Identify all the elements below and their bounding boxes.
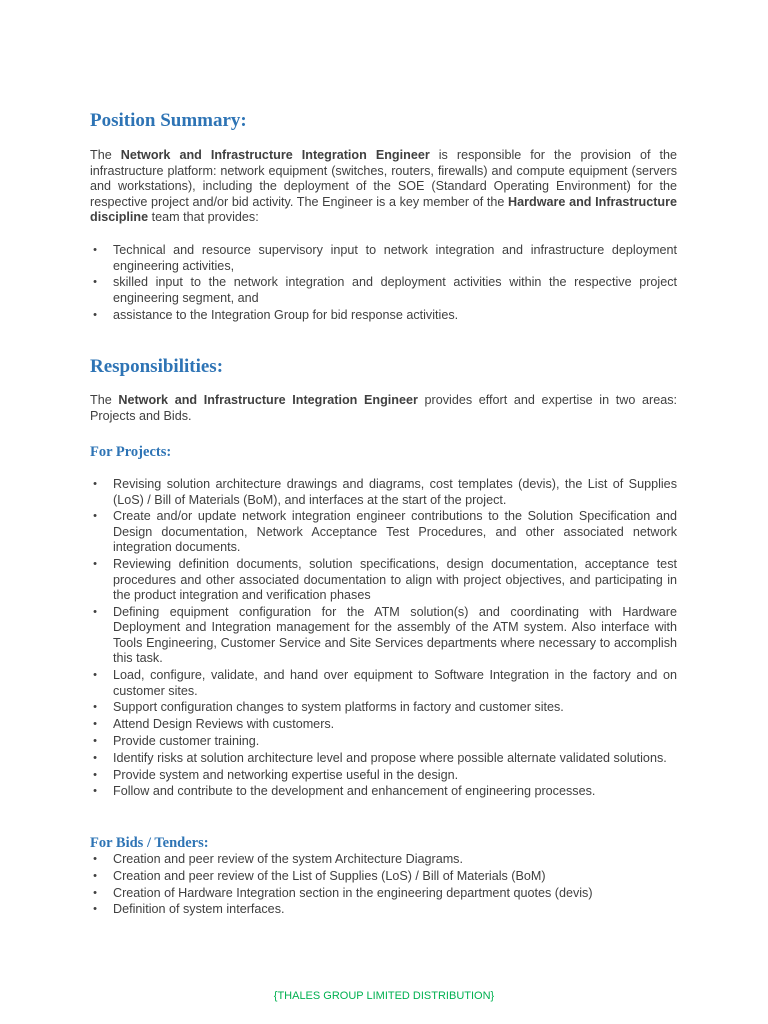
list-item: • Attend Design Reviews with customers. bbox=[90, 717, 677, 733]
projects-list bbox=[90, 477, 677, 801]
bullet-icon: • bbox=[93, 605, 97, 618]
bullet-icon: • bbox=[93, 785, 97, 798]
list-item: • Creation and peer review of the system Architecture Diagrams. bbox=[90, 852, 677, 868]
bullet-icon: • bbox=[93, 701, 97, 714]
bullet-icon: • bbox=[93, 244, 97, 256]
bullet-icon: • bbox=[93, 886, 97, 899]
list-item: • Create and/or update network integration engineer contributions to the Solution Specification and Design documentation, Network Acceptance Test Procedures, and other associated network integration documents. bbox=[90, 509, 677, 556]
bullet-icon: • bbox=[93, 869, 97, 882]
bullet-icon: • bbox=[93, 478, 97, 490]
bullet-icon: • bbox=[93, 308, 97, 321]
list-item: • Identify risks at solution architecture level and propose where possible alternate validated solutions. bbox=[90, 751, 677, 767]
position-summary-list bbox=[90, 243, 677, 324]
position-summary-intro: The Network and Infrastructure Integration Engineer is responsible for the provision of the infrastructure platform: network equipment (switches, routers, firewalls) and compute equipment (servers and workstations), including the deployment of the SOE (Standard Operating Environment) for the respective project and/or bid activity. The Engineer is a key member of the Hardware and Infrastructure discipline team that provides: bbox=[90, 148, 678, 224]
bullet-icon: • bbox=[93, 735, 97, 748]
bullet-icon: • bbox=[93, 669, 97, 682]
responsibilities-heading: Responsibilities: bbox=[90, 356, 224, 377]
list-item: • Provide customer training. bbox=[90, 734, 677, 750]
bullet-icon: • bbox=[93, 853, 97, 865]
list-item: • Reviewing definition documents, solution specifications, design documentation, acceptance test procedures and other associated documentation to align with project objectives, and participating in the product integration and verification phases bbox=[90, 557, 677, 604]
list-item: • assistance to the Integration Group for bid response activities. bbox=[90, 308, 677, 324]
bullet-icon: • bbox=[93, 751, 97, 764]
bullet-icon: • bbox=[93, 768, 97, 781]
list-item: • Revising solution architecture drawings and diagrams, cost templates (devis), the List of Supplies (LoS) / Bill of Materials (BoM), and interfaces at the start of the project. bbox=[90, 477, 677, 508]
list-item: • Creation of Hardware Integration section in the engineering department quotes (devis) bbox=[90, 886, 677, 902]
list-item: • Support configuration changes to system platforms in factory and customer sites. bbox=[90, 700, 677, 716]
bullet-icon: • bbox=[93, 558, 97, 571]
bullet-icon: • bbox=[93, 276, 97, 289]
list-item: • Defining equipment configuration for the ATM solution(s) and coordinating with Hardware Deployment and Integration management for the assembly of the ATM system. Also interface with Tools Engineering, Customer Service and Site Services departments where necessary to accomplish this task. bbox=[90, 605, 677, 667]
list-item: • Technical and resource supervisory input to network integration and infrastructure deployment engineering activities, bbox=[90, 243, 677, 274]
bids-list bbox=[90, 852, 677, 919]
responsibilities-intro: The Network and Infrastructure Integration Engineer provides effort and expertise in two areas: Projects and Bids. bbox=[90, 393, 678, 423]
bullet-icon: • bbox=[93, 718, 97, 731]
list-item: • Creation and peer review of the List of Supplies (LoS) / Bill of Materials (BoM) bbox=[90, 869, 677, 885]
list-item: • skilled input to the network integration and deployment activities within the respective project engineering segment, and bbox=[90, 275, 677, 306]
list-item: • Definition of system interfaces. bbox=[90, 902, 677, 918]
for-projects-heading: For Projects: bbox=[90, 444, 172, 460]
list-item: • Provide system and networking expertise useful in the design. bbox=[90, 768, 677, 784]
distribution-footer: {THALES GROUP LIMITED DISTRIBUTION} bbox=[273, 990, 495, 1002]
bullet-icon: • bbox=[93, 903, 97, 916]
list-item: • Follow and contribute to the development and enhancement of engineering processes. bbox=[90, 784, 677, 800]
for-bids-heading: For Bids / Tenders: bbox=[90, 835, 209, 851]
list-item: • Load, configure, validate, and hand over equipment to Software Integration in the factory and on customer sites. bbox=[90, 668, 677, 699]
bullet-icon: • bbox=[93, 510, 97, 523]
position-summary-heading: Position Summary: bbox=[90, 110, 247, 131]
